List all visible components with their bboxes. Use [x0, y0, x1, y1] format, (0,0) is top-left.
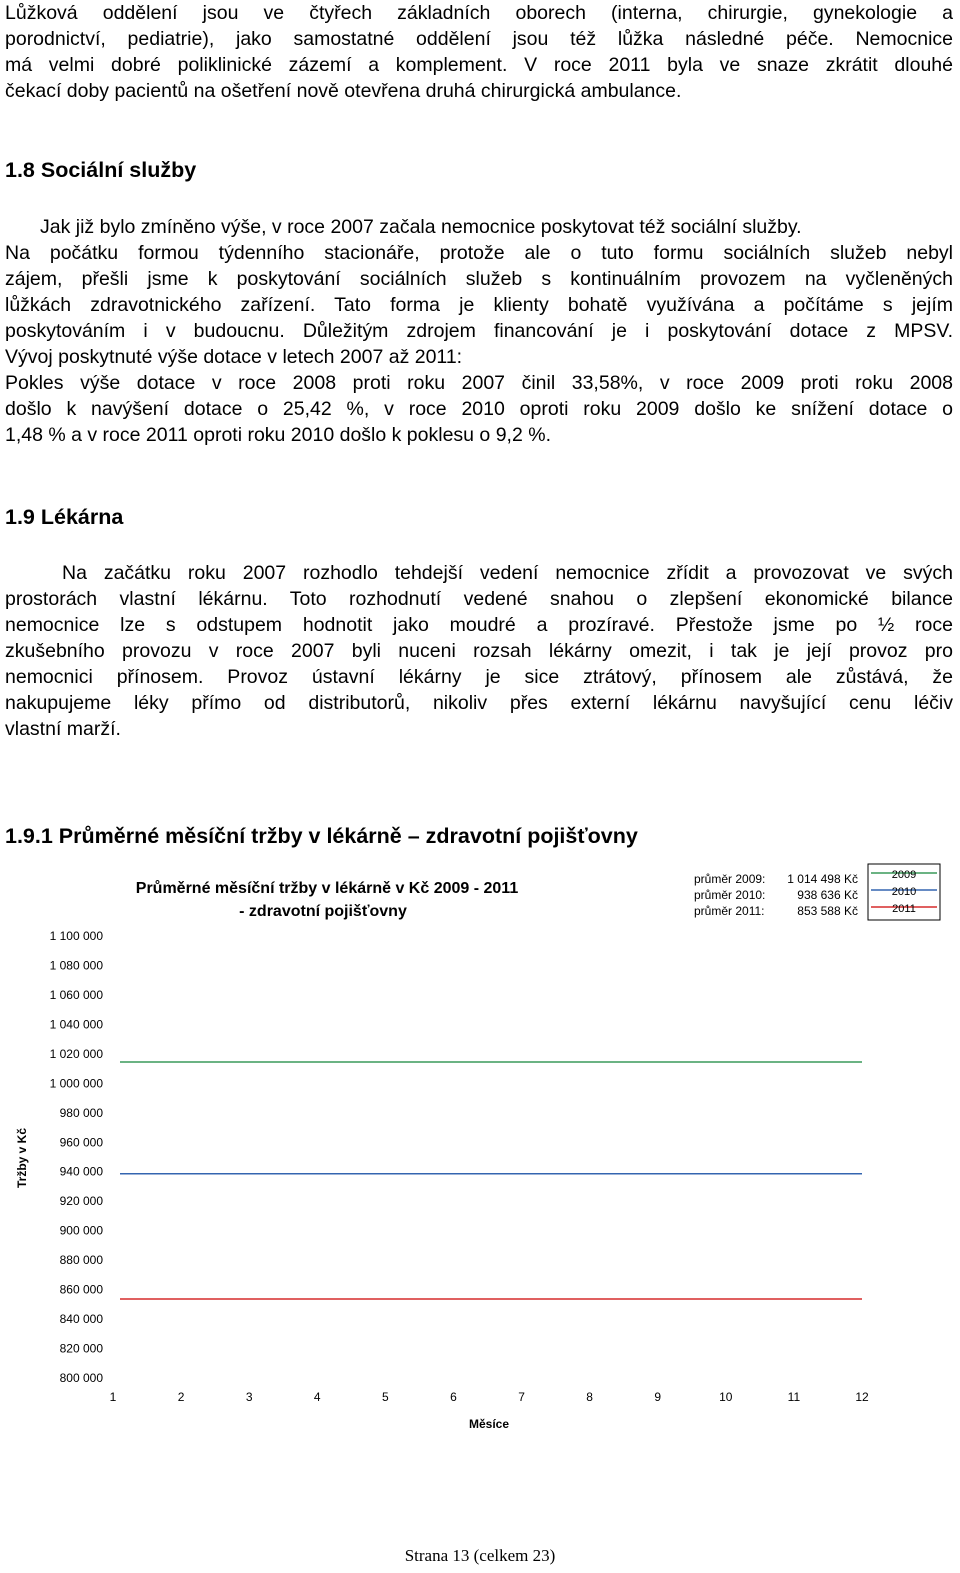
text-line: nemocnici přínosem. Provoz ústavní lékárny je sice ztrátový, přínosem ale zůstává, že [5, 666, 953, 688]
x-tick-label: 12 [855, 1390, 869, 1404]
page-footer: Strana 13 (celkem 23) [404, 1546, 556, 1565]
text-line: porodnictví, pediatrie), jako samostatné oddělení jsou též lůžka následné péče. Nemocnice [5, 28, 953, 50]
y-tick-label: 1 000 000 [49, 1076, 103, 1091]
pharmacy-paragraph [5, 560, 953, 742]
text-line: 1,48 % a v roce 2011 oproti roku 2010 došlo k poklesu o 9,2 %. [5, 424, 551, 446]
text-line: Vývoj poskytnuté výše dotace v letech 2007 až 2011: [5, 346, 463, 368]
x-tick-label: 9 [654, 1390, 662, 1404]
text-line: prostorách vlastní lékárnu. Toto rozhodnutí vedené snahou o zlepšení ekonomické bilance [5, 588, 953, 610]
y-tick-label: 920 000 [59, 1194, 103, 1209]
y-tick-label: 1 020 000 [49, 1046, 103, 1061]
section-heading-pharmacy-revenue: 1.9.1 Průměrné měsíční tržby v lékárně – zdravotní pojišťovny [5, 824, 638, 848]
y-axis-ticks [50, 929, 104, 1385]
chart-legend [868, 864, 940, 920]
legend-label-2009: 2009 [891, 869, 917, 881]
revenue-line-chart [0, 860, 960, 1440]
text-line: Na začátku roku 2007 rozhodlo tehdejší vedení nemocnice zřídit a provozovat ve svých [62, 562, 953, 584]
average-value: 853 588 Kč [797, 904, 858, 918]
x-axis-label: Měsíce [468, 1417, 510, 1431]
average-label: průměr 2009: [694, 872, 766, 886]
text-line: Lůžková oddělení jsou ve čtyřech základních oborech (interna, chirurgie, gynekologie a [5, 2, 953, 24]
y-tick-label: 1 040 000 [49, 1017, 103, 1032]
text-line: Jak již bylo zmíněno výše, v roce 2007 začala nemocnice poskytovat též sociální služby. [40, 216, 802, 238]
y-tick-label: 960 000 [59, 1135, 103, 1150]
x-tick-label: 10 [719, 1390, 733, 1404]
average-label: průměr 2011: [694, 904, 765, 918]
y-tick-label: 800 000 [59, 1371, 103, 1385]
text-line: má velmi dobré poliklinické zázemí a komplement. V roce 2011 byla ve snaze zkrátit dlouhé [5, 54, 953, 76]
chart-title-line-1: Průměrné měsíční tržby v lékárně v Kč 2009 - 2011 [135, 880, 519, 897]
x-tick-label: 3 [245, 1390, 253, 1404]
average-value: 1 014 498 Kč [787, 872, 858, 886]
section-heading-social-services: 1.8 Sociální služby [5, 158, 197, 182]
x-tick-label: 2 [177, 1390, 185, 1404]
x-axis-ticks [110, 1390, 869, 1404]
text-line: zájem, přešli jsme k poskytování sociálních služeb s kontinuálním provozem na vyčleněných [5, 268, 953, 290]
text-line: nemocnice lze s odstupem hodnotit jako moudré a prozíravé. Přestože jsme po ½ roce [5, 614, 953, 636]
average-label: průměr 2010: [694, 888, 766, 902]
legend-label-2011: 2011 [892, 903, 916, 915]
text-line: poskytováním i v budoucnu. Důležitým zdrojem financování je i poskytování dotace z MPSV. [5, 320, 953, 342]
averages-box [694, 872, 858, 918]
chart-series [120, 1062, 862, 1299]
y-tick-label: 980 000 [59, 1105, 103, 1120]
y-axis-label: Tržby v Kč [15, 1127, 29, 1189]
text-line: lůžkách zdravotnického zařízení. Tato forma je klienty bohatě využívána a počítáme s jejím [5, 294, 953, 316]
intro-paragraph [5, 0, 953, 104]
text-line: zkušebního provozu v roce 2007 byli nuceni rozsah lékárny omezit, i tak je její provoz pro [5, 640, 953, 662]
text-line: nakupujeme léky přímo od distributorů, nikoliv přes externí lékárnu navyšující cenu léčiv [5, 692, 953, 714]
text-line: Na počátku formou týdenního stacionáře, protože ale o tuto formu sociálních služeb nebyl [5, 242, 953, 264]
y-tick-label: 1 080 000 [49, 958, 103, 973]
x-tick-label: 4 [313, 1390, 321, 1404]
x-tick-label: 8 [586, 1390, 593, 1404]
y-tick-label: 900 000 [59, 1223, 103, 1238]
y-tick-label: 820 000 [59, 1341, 103, 1356]
y-tick-label: 840 000 [59, 1312, 103, 1327]
y-tick-label: 860 000 [59, 1282, 103, 1297]
y-tick-label: 880 000 [59, 1253, 103, 1268]
social-services-paragraph [5, 214, 953, 448]
x-tick-label: 5 [382, 1390, 389, 1404]
text-line: vlastní marží. [5, 718, 121, 740]
section-heading-pharmacy: 1.9 Lékárna [5, 505, 124, 529]
y-tick-label: 940 000 [59, 1164, 103, 1179]
y-tick-label: 1 060 000 [49, 987, 103, 1002]
text-line: Pokles výše dotace v roce 2008 proti roku 2007 činil 33,58%, v roce 2009 proti roku 2008 [5, 372, 953, 394]
y-tick-label: 1 100 000 [49, 929, 103, 943]
legend-label-2010: 2010 [891, 886, 917, 898]
x-tick-label: 6 [450, 1390, 457, 1404]
chart-title-line-2: - zdravotní pojišťovny [239, 903, 407, 920]
text-line: čekací doby pacientů na ošetření nově otevřena druhá chirurgická ambulance. [5, 80, 682, 102]
x-tick-label: 7 [518, 1390, 525, 1404]
x-tick-label: 11 [787, 1390, 801, 1404]
text-line: došlo k navýšení dotace o 25,42 %, v roce 2010 oproti roku 2009 došlo ke snížení dotace o [5, 398, 953, 420]
x-tick-label: 1 [109, 1390, 117, 1404]
average-value: 938 636 Kč [797, 888, 858, 902]
